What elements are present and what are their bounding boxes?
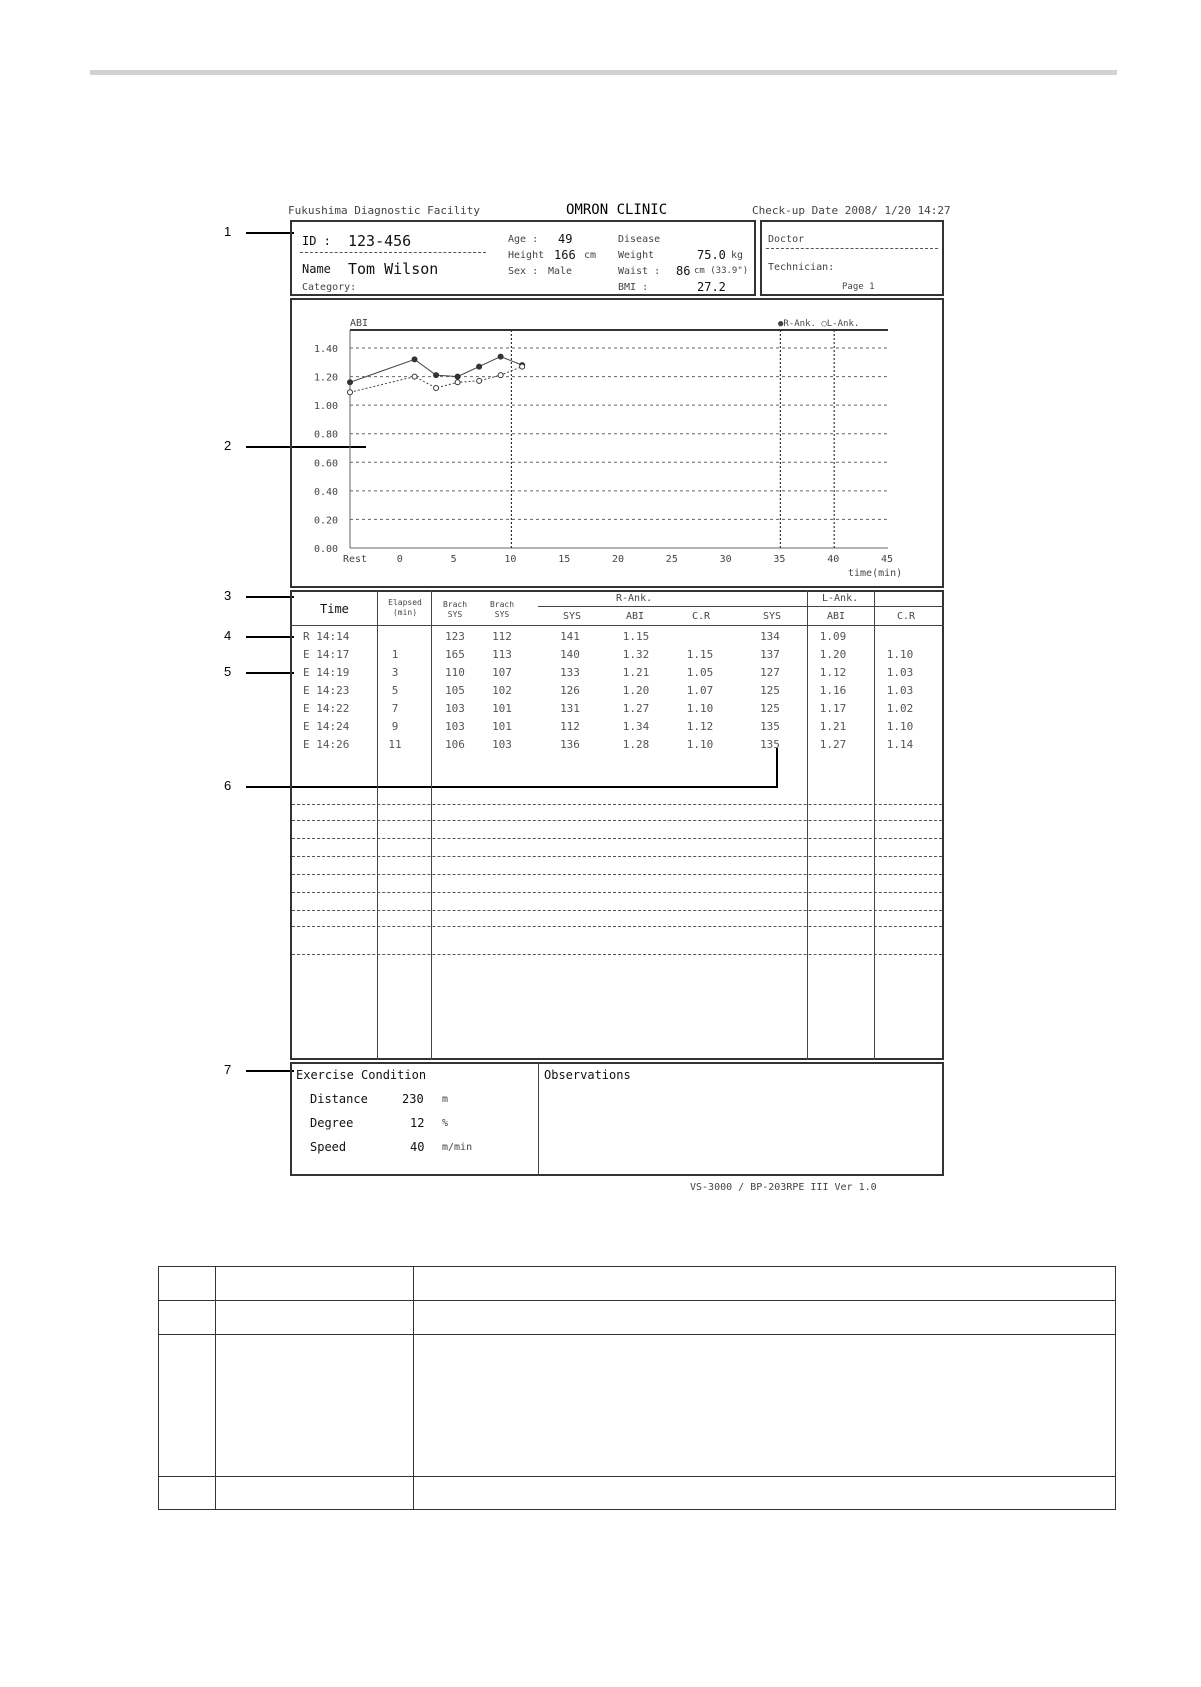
speed-label: Speed <box>310 1140 347 1154</box>
table-cell: 107 <box>492 666 512 679</box>
table-cell: 136 <box>560 738 580 751</box>
table-cell: 127 <box>760 666 780 679</box>
table-cell: 101 <box>492 720 512 733</box>
table-cell: 1.10 <box>686 738 714 751</box>
clinic-name: OMRON CLINIC <box>566 202 668 218</box>
table-cell: 1.12 <box>686 720 714 733</box>
table-cell: 106 <box>445 738 465 751</box>
weight-unit: kg <box>731 250 744 261</box>
empty-row-rule <box>292 820 942 821</box>
chart-x-tick-label: 0 <box>396 554 403 565</box>
hdr-brach-l: Brach SYS <box>489 600 515 619</box>
callout-3-line <box>246 596 294 598</box>
callout-4-line <box>246 636 294 638</box>
table-cell: E 14:24 <box>303 720 350 733</box>
table-cell: R 14:14 <box>303 630 350 643</box>
table-cell: 1.34 <box>622 720 650 733</box>
table-cell: E 14:26 <box>303 738 350 751</box>
table-cell: 1.20 <box>819 648 847 661</box>
table-cell: 1.12 <box>819 666 847 679</box>
table-cell: 131 <box>560 702 580 715</box>
hdr-r-abi: ABI <box>626 611 645 622</box>
chart-point <box>520 364 525 369</box>
table-cell: 125 <box>760 702 780 715</box>
chart-legend: ●R-Ank. ○L-Ank. <box>778 319 860 329</box>
table-header-rule <box>290 625 944 626</box>
abi-chart <box>290 298 944 588</box>
table-group-rule <box>538 606 944 607</box>
chart-x-tick-label: 40 <box>827 554 840 565</box>
category-label: Category: <box>302 282 357 293</box>
doctor-underline <box>766 248 938 249</box>
chart-x-tick-label: 10 <box>504 554 517 565</box>
doctor-label: Doctor <box>768 234 805 245</box>
table-cell: 1.32 <box>622 648 650 661</box>
callout-1: 1 <box>224 224 232 239</box>
sex-label: Sex : <box>508 266 539 277</box>
table-cell: 1.15 <box>622 630 650 643</box>
table-divider-3 <box>807 590 808 1060</box>
hdr-r-cr: C.R <box>692 611 711 622</box>
table-cell: 112 <box>560 720 580 733</box>
table-cell: 1.20 <box>622 684 650 697</box>
table-cell: 1.03 <box>886 666 914 679</box>
empty-row-rule <box>292 838 942 839</box>
desc-row <box>159 1335 1115 1477</box>
table-cell: 1.27 <box>622 702 650 715</box>
chart-x-tick-label: 30 <box>719 554 732 565</box>
degree-value: 12 <box>410 1116 425 1130</box>
technician-label: Technician: <box>768 262 835 273</box>
distance-unit: m <box>442 1094 449 1105</box>
table-cell: 1.17 <box>819 702 847 715</box>
hdr-brach-r: Brach SYS <box>442 600 468 619</box>
empty-row-rule <box>292 954 942 955</box>
table-cell: 1.27 <box>819 738 847 751</box>
table-cell: E 14:19 <box>303 666 350 679</box>
callout-2: 2 <box>224 438 232 453</box>
table-cell: 103 <box>445 720 465 733</box>
hdr-time: Time <box>320 602 349 616</box>
page-ref: Page 1 <box>842 282 875 292</box>
report-footer: VS-3000 / BP-203RPE III Ver 1.0 <box>690 1182 877 1193</box>
table-cell: 103 <box>492 738 512 751</box>
age-value: 49 <box>558 232 573 246</box>
waist-label: Waist : <box>618 266 661 277</box>
patient-id: 123-456 <box>348 232 412 250</box>
chart-y-tick-label: 0.60 <box>314 458 339 470</box>
institution-name: Fukushima Diagnostic Facility <box>288 204 481 217</box>
waist-unit: cm (33.9") <box>694 266 749 276</box>
height-label: Height <box>508 250 545 261</box>
table-cell: 1.21 <box>819 720 847 733</box>
chart-series-line <box>350 357 522 383</box>
speed-value: 40 <box>410 1140 425 1154</box>
chart-point <box>348 380 353 385</box>
table-cell: E 14:22 <box>303 702 350 715</box>
table-cell: 140 <box>560 648 580 661</box>
degree-unit: % <box>442 1118 449 1129</box>
callout-5: 5 <box>224 664 232 679</box>
table-cell: 1.07 <box>686 684 714 697</box>
chart-point <box>498 373 503 378</box>
table-cell: 1.10 <box>686 702 714 715</box>
table-cell: 123 <box>445 630 465 643</box>
chart-point <box>477 378 482 383</box>
table-cell: 9 <box>391 720 399 733</box>
bmi-label: BMI : <box>618 282 649 293</box>
chart-y-tick-label: 0.40 <box>314 486 339 498</box>
distance-label: Distance <box>310 1092 368 1106</box>
empty-row-rule <box>292 926 942 927</box>
chart-x-tick-label: 25 <box>665 554 678 565</box>
table-cell: 1.10 <box>886 648 914 661</box>
empty-row-rule <box>292 804 942 805</box>
table-cell: 1.15 <box>686 648 714 661</box>
exercise-title: Exercise Condition <box>296 1068 427 1082</box>
chart-point <box>455 374 460 379</box>
chart-ylabel: ABI <box>350 318 369 329</box>
hdr-elapsed: Elapsed (min) <box>388 598 422 617</box>
exam-date: Check-up Date 2008/ 1/20 14:27 <box>752 204 951 217</box>
chart-point <box>412 374 417 379</box>
chart-y-tick-label: 0.80 <box>314 429 339 441</box>
chart-point <box>498 354 503 359</box>
height-value: 166 <box>554 248 576 262</box>
table-cell: 135 <box>760 720 780 733</box>
chart-y-tick-label: 0.00 <box>314 544 339 555</box>
name-label: Name <box>302 262 331 276</box>
table-cell: 1 <box>391 648 399 661</box>
disease-label: Disease <box>618 234 661 245</box>
table-cell: 134 <box>760 630 780 643</box>
id-label: ID : <box>302 234 331 248</box>
chart-x-tick-label: 45 <box>881 554 894 565</box>
table-cell: 3 <box>391 666 399 679</box>
hdr-r-sys: SYS <box>563 611 582 622</box>
chart-xlabel: time(min) <box>848 568 903 579</box>
speed-unit: m/min <box>442 1142 473 1153</box>
table-cell: 1.28 <box>622 738 650 751</box>
chart-x-tick-label: 20 <box>612 554 625 565</box>
chart-x-tick-label: 35 <box>773 554 786 565</box>
chart-y-tick-label: 0.20 <box>314 515 339 527</box>
table-cell: 1.21 <box>622 666 650 679</box>
chart-x-tick-label: 15 <box>558 554 571 565</box>
exercise-divider <box>538 1062 539 1176</box>
patient-name: Tom Wilson <box>348 260 439 278</box>
table-cell: 165 <box>445 648 465 661</box>
age-label: Age : <box>508 234 539 245</box>
empty-row-rule <box>292 892 942 893</box>
hdr-group-l: L-Ank. <box>822 593 859 604</box>
table-cell: 1.16 <box>819 684 847 697</box>
empty-row-rule <box>292 856 942 857</box>
callout-4: 4 <box>224 628 232 643</box>
table-divider-4 <box>874 590 875 1060</box>
page-top-rule <box>90 70 1117 75</box>
table-cell: 126 <box>560 684 580 697</box>
waist-value: 86 <box>676 264 691 278</box>
degree-label: Degree <box>310 1116 354 1130</box>
table-cell: 5 <box>391 684 399 697</box>
table-cell: 1.05 <box>686 666 714 679</box>
callout-7: 7 <box>224 1062 232 1077</box>
weight-label: Weight <box>618 250 655 261</box>
empty-row-rule <box>292 910 942 911</box>
chart-point <box>412 357 417 362</box>
weight-value: 75.0 <box>697 248 726 262</box>
table-cell: 133 <box>560 666 580 679</box>
chart-point <box>477 364 482 369</box>
description-table <box>158 1266 1116 1510</box>
chart-point <box>455 380 460 385</box>
table-cell: 101 <box>492 702 512 715</box>
table-cell: 11 <box>388 738 402 751</box>
table-cell: 1.02 <box>886 702 914 715</box>
chart-point <box>348 390 353 395</box>
chart-y-tick-label: 1.00 <box>314 401 339 413</box>
table-cell: 141 <box>560 630 580 643</box>
sex-value: Male <box>548 266 573 277</box>
hdr-l-cr: C.R <box>897 611 916 622</box>
table-cell: 135 <box>760 738 780 751</box>
table-divider-2 <box>431 590 432 1060</box>
empty-row-rule <box>292 874 942 875</box>
desc-row <box>159 1301 1115 1335</box>
chart-x-tick-label: 5 <box>450 554 457 565</box>
table-cell: 112 <box>492 630 512 643</box>
callout-1-line <box>246 232 294 234</box>
table-cell: E 14:17 <box>303 648 350 661</box>
chart-x-tick-label: Rest <box>343 554 368 565</box>
table-cell: E 14:23 <box>303 684 350 697</box>
hdr-group-r: R-Ank. <box>616 593 653 604</box>
chart-point <box>434 373 439 378</box>
height-unit: cm <box>584 250 597 261</box>
table-cell: 137 <box>760 648 780 661</box>
table-cell: 1.03 <box>886 684 914 697</box>
chart-y-tick-label: 1.20 <box>314 372 339 384</box>
table-cell: 113 <box>492 648 512 661</box>
chart-point <box>434 386 439 391</box>
observations-title: Observations <box>544 1068 631 1082</box>
table-cell: 102 <box>492 684 512 697</box>
callout-6: 6 <box>224 778 232 793</box>
table-cell: 1.14 <box>886 738 914 751</box>
distance-value: 230 <box>402 1092 424 1106</box>
table-cell: 103 <box>445 702 465 715</box>
desc-row <box>159 1267 1115 1301</box>
table-cell: 1.10 <box>886 720 914 733</box>
table-cell: 7 <box>391 702 399 715</box>
table-cell: 125 <box>760 684 780 697</box>
table-cell: 1.09 <box>819 630 847 643</box>
bmi-value: 27.2 <box>697 280 726 294</box>
chart-y-tick-label: 1.40 <box>314 344 339 355</box>
callout-5-line <box>246 672 294 674</box>
hdr-l-sys: SYS <box>763 611 782 622</box>
table-cell: 110 <box>445 666 465 679</box>
table-cell: 105 <box>445 684 465 697</box>
id-underline <box>300 252 486 253</box>
callout-7-line <box>246 1070 294 1072</box>
hdr-l-abi: ABI <box>827 611 846 622</box>
callout-3: 3 <box>224 588 232 603</box>
